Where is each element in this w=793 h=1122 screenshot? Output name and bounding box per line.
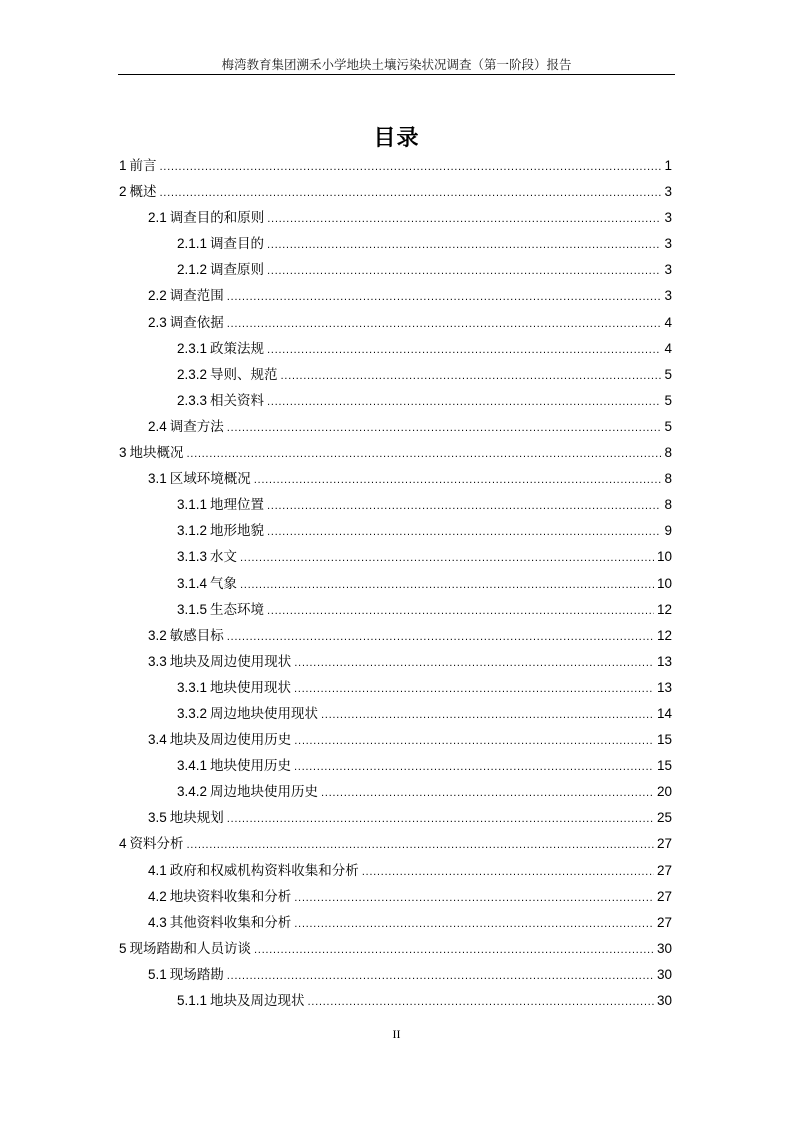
- toc-dot-leader: [308, 990, 654, 1016]
- toc-dot-leader: [254, 468, 662, 494]
- toc-entry-page: 3: [664, 210, 672, 226]
- toc-entry-label: 现场踏勘: [169, 966, 224, 983]
- toc-entry-number: 2.3.1: [177, 340, 208, 356]
- toc-entry-label: 相关资料: [210, 392, 265, 409]
- toc-entry-label: 气象: [210, 575, 238, 592]
- page-number: II: [392, 1027, 401, 1041]
- toc-entry[interactable]: [119, 205, 672, 231]
- toc-entry-label: 生态环境: [210, 601, 265, 618]
- toc-dot-leader: [227, 625, 654, 651]
- toc-entry-page: 10: [656, 549, 672, 565]
- toc-entry-label: 地块使用现状: [210, 679, 292, 696]
- toc-entry-number: 3.4: [148, 732, 167, 748]
- toc-entry-label: 地块规划: [169, 810, 224, 827]
- toc-dot-leader: [267, 338, 661, 364]
- toc-entry-label: 地块及周边使用现状: [169, 653, 292, 670]
- running-header: 梅湾教育集团溯禾小学地块土壤污染状况调查（第一阶段）报告: [221, 57, 572, 72]
- toc-entry-label: 周边地块使用历史: [210, 784, 319, 801]
- toc-entry[interactable]: [119, 518, 672, 544]
- toc-dot-leader: [267, 207, 661, 233]
- toc-dot-leader: [254, 938, 654, 964]
- toc-dot-leader: [267, 259, 661, 285]
- toc-entry-page: 3: [664, 262, 672, 278]
- toc-entry-number: 3.1.3: [177, 549, 208, 565]
- toc-heading: 目录: [373, 126, 420, 151]
- toc-entry-label: 调查方法: [169, 418, 224, 435]
- toc-entry-label: 现场踏勘和人员访谈: [129, 940, 252, 957]
- toc-entry-label: 政府和权威机构资料收集和分析: [169, 862, 359, 879]
- toc-entry-page: 13: [656, 653, 672, 669]
- toc-entry[interactable]: [119, 701, 672, 727]
- toc-entry-page: 5: [664, 366, 672, 382]
- toc-entry[interactable]: [119, 179, 672, 205]
- toc-entry-page: 5: [664, 392, 672, 408]
- toc-entry-page: 25: [656, 810, 672, 826]
- toc-entry-number: 2.1: [148, 210, 167, 226]
- toc-entry-label: 概述: [129, 184, 157, 201]
- toc-entry[interactable]: [119, 544, 672, 570]
- toc-entry-number: 5.1: [148, 966, 167, 982]
- toc-entry-number: 3.1.2: [177, 523, 208, 539]
- toc-entry-page: 14: [656, 705, 672, 721]
- toc-entry-page: 27: [656, 862, 672, 878]
- toc-entry[interactable]: [119, 779, 672, 805]
- toc-entry[interactable]: [119, 492, 672, 518]
- toc-dot-leader: [321, 781, 654, 807]
- toc-entry[interactable]: [119, 649, 672, 675]
- toc-entry[interactable]: [119, 727, 672, 753]
- toc-entry-page: 12: [656, 627, 672, 643]
- toc-entry-page: 3: [664, 288, 672, 304]
- toc-dot-leader: [267, 494, 661, 520]
- toc-entry-label: 资料分析: [129, 836, 184, 853]
- table-of-contents: [119, 153, 672, 1014]
- toc-entry-page: 27: [656, 888, 672, 904]
- toc-entry-number: 2.1.2: [177, 262, 208, 278]
- toc-entry-page: 9: [664, 523, 672, 539]
- toc-entry-number: 2.2: [148, 288, 167, 304]
- toc-entry-label: 水文: [210, 549, 238, 566]
- toc-entry[interactable]: [119, 623, 672, 649]
- toc-entry-page: 13: [656, 679, 672, 695]
- toc-entry-number: 2.1.1: [177, 236, 208, 252]
- toc-entry[interactable]: [119, 910, 672, 936]
- toc-dot-leader: [227, 807, 654, 833]
- toc-entry-label: 地块及周边使用历史: [169, 732, 292, 749]
- toc-entry[interactable]: [119, 231, 672, 257]
- toc-entry-label: 地块使用历史: [210, 758, 292, 775]
- toc-dot-leader: [362, 860, 654, 886]
- toc-entry-number: 3.1.5: [177, 601, 208, 617]
- toc-entry-page: 30: [656, 940, 672, 956]
- toc-dot-leader: [227, 312, 662, 338]
- toc-entry-page: 27: [656, 836, 672, 852]
- toc-entry-label: 调查依据: [169, 314, 224, 331]
- toc-entry-page: 20: [656, 784, 672, 800]
- toc-entry-label: 前言: [129, 158, 157, 174]
- toc-entry-label: 地块资料收集和分析: [169, 888, 292, 905]
- toc-entry-page: 1: [664, 158, 672, 173]
- toc-entry[interactable]: [119, 571, 672, 597]
- toc-entry[interactable]: [119, 858, 672, 884]
- toc-entry-page: 3: [664, 184, 672, 200]
- toc-entry-label: 区域环境概况: [169, 471, 251, 488]
- toc-entry-label: 地块及周边现状: [210, 993, 305, 1009]
- toc-dot-leader: [267, 390, 661, 416]
- toc-entry-number: 3.4.1: [177, 758, 208, 774]
- toc-entry-number: 3.1.1: [177, 497, 208, 513]
- toc-dot-leader: [160, 155, 662, 181]
- toc-entry[interactable]: [119, 257, 672, 283]
- toc-entry-page: 15: [656, 732, 672, 748]
- toc-dot-leader: [294, 886, 654, 912]
- toc-entry-page: 4: [664, 314, 672, 330]
- toc-dot-leader: [227, 964, 654, 990]
- toc-entry-number: 2.3.3: [177, 392, 208, 408]
- toc-dot-leader: [281, 364, 662, 390]
- toc-entry-label: 调查范围: [169, 288, 224, 305]
- toc-entry-label: 调查原则: [210, 262, 265, 279]
- toc-dot-leader: [267, 520, 661, 546]
- toc-entry-number: 3.5: [148, 810, 167, 826]
- toc-entry[interactable]: [119, 884, 672, 910]
- toc-dot-leader: [227, 285, 662, 311]
- toc-entry-number: 2: [119, 184, 127, 200]
- toc-entry[interactable]: [119, 597, 672, 623]
- toc-entry-page: 4: [664, 340, 672, 356]
- toc-entry[interactable]: [119, 336, 672, 362]
- toc-entry[interactable]: [119, 988, 672, 1014]
- toc-dot-leader: [227, 416, 662, 442]
- toc-entry[interactable]: [119, 153, 672, 179]
- toc-entry-page: 30: [656, 993, 672, 1008]
- toc-entry-label: 调查目的: [210, 236, 265, 253]
- toc-entry[interactable]: [119, 466, 672, 492]
- toc-entry-page: 8: [664, 445, 672, 461]
- toc-entry-label: 地形地貌: [210, 523, 265, 540]
- toc-dot-leader: [187, 442, 662, 468]
- toc-entry-label: 地理位置: [210, 497, 265, 514]
- toc-entry-label: 调查目的和原则: [169, 210, 265, 227]
- toc-entry-number: 3.1.4: [177, 575, 208, 591]
- toc-entry[interactable]: [119, 805, 672, 831]
- toc-entry-number: 3: [119, 445, 127, 461]
- toc-entry-number: 2.3.2: [177, 366, 208, 382]
- toc-entry-page: 12: [656, 601, 672, 617]
- toc-dot-leader: [294, 729, 654, 755]
- toc-entry[interactable]: [119, 675, 672, 701]
- toc-entry-page: 5: [664, 418, 672, 434]
- toc-entry[interactable]: [119, 310, 672, 336]
- toc-entry[interactable]: [119, 388, 672, 414]
- toc-dot-leader: [321, 703, 654, 729]
- toc-entry[interactable]: [119, 936, 672, 962]
- toc-dot-leader: [267, 233, 661, 259]
- toc-dot-leader: [160, 181, 662, 207]
- toc-entry-label: 政策法规: [210, 340, 265, 357]
- toc-entry-label: 地块概况: [129, 445, 184, 462]
- toc-entry-number: 3.1: [148, 471, 167, 487]
- toc-entry-page: 30: [656, 966, 672, 982]
- toc-entry[interactable]: [119, 831, 672, 857]
- toc-entry-number: 5.1.1: [177, 993, 208, 1008]
- toc-entry[interactable]: [119, 753, 672, 779]
- toc-entry-label: 周边地块使用现状: [210, 705, 319, 722]
- toc-entry-page: 8: [664, 497, 672, 513]
- toc-entry[interactable]: [119, 414, 672, 440]
- toc-entry-number: 3.3.1: [177, 679, 208, 695]
- toc-entry-number: 4.3: [148, 914, 167, 930]
- header-divider: [118, 74, 675, 75]
- toc-dot-leader: [267, 599, 654, 625]
- toc-dot-leader: [294, 912, 654, 938]
- toc-entry-number: 3.3: [148, 653, 167, 669]
- toc-entry-number: 4.2: [148, 888, 167, 904]
- toc-entry-number: 3.2: [148, 627, 167, 643]
- toc-dot-leader: [294, 755, 654, 781]
- toc-dot-leader: [187, 833, 654, 859]
- toc-entry-page: 15: [656, 758, 672, 774]
- toc-entry[interactable]: [119, 440, 672, 466]
- toc-entry[interactable]: [119, 283, 672, 309]
- toc-entry-page: 3: [664, 236, 672, 252]
- toc-entry-label: 其他资料收集和分析: [169, 914, 292, 931]
- toc-entry-page: 8: [664, 471, 672, 487]
- toc-entry-label: 敏感目标: [169, 627, 224, 644]
- toc-entry-number: 4: [119, 836, 127, 852]
- toc-dot-leader: [240, 573, 654, 599]
- toc-entry-page: 10: [656, 575, 672, 591]
- toc-entry-label: 导则、规范: [210, 366, 278, 383]
- toc-entry-number: 4.1: [148, 862, 167, 878]
- toc-entry-number: 5: [119, 940, 127, 956]
- toc-entry-number: 2.3: [148, 314, 167, 330]
- toc-entry[interactable]: [119, 962, 672, 988]
- toc-dot-leader: [294, 651, 654, 677]
- toc-entry-number: 3.3.2: [177, 705, 208, 721]
- toc-dot-leader: [294, 677, 654, 703]
- toc-dot-leader: [240, 546, 654, 572]
- toc-entry-number: 1: [119, 158, 127, 173]
- toc-entry[interactable]: [119, 362, 672, 388]
- toc-entry-page: 27: [656, 914, 672, 930]
- toc-entry-number: 2.4: [148, 418, 167, 434]
- toc-entry-number: 3.4.2: [177, 784, 208, 800]
